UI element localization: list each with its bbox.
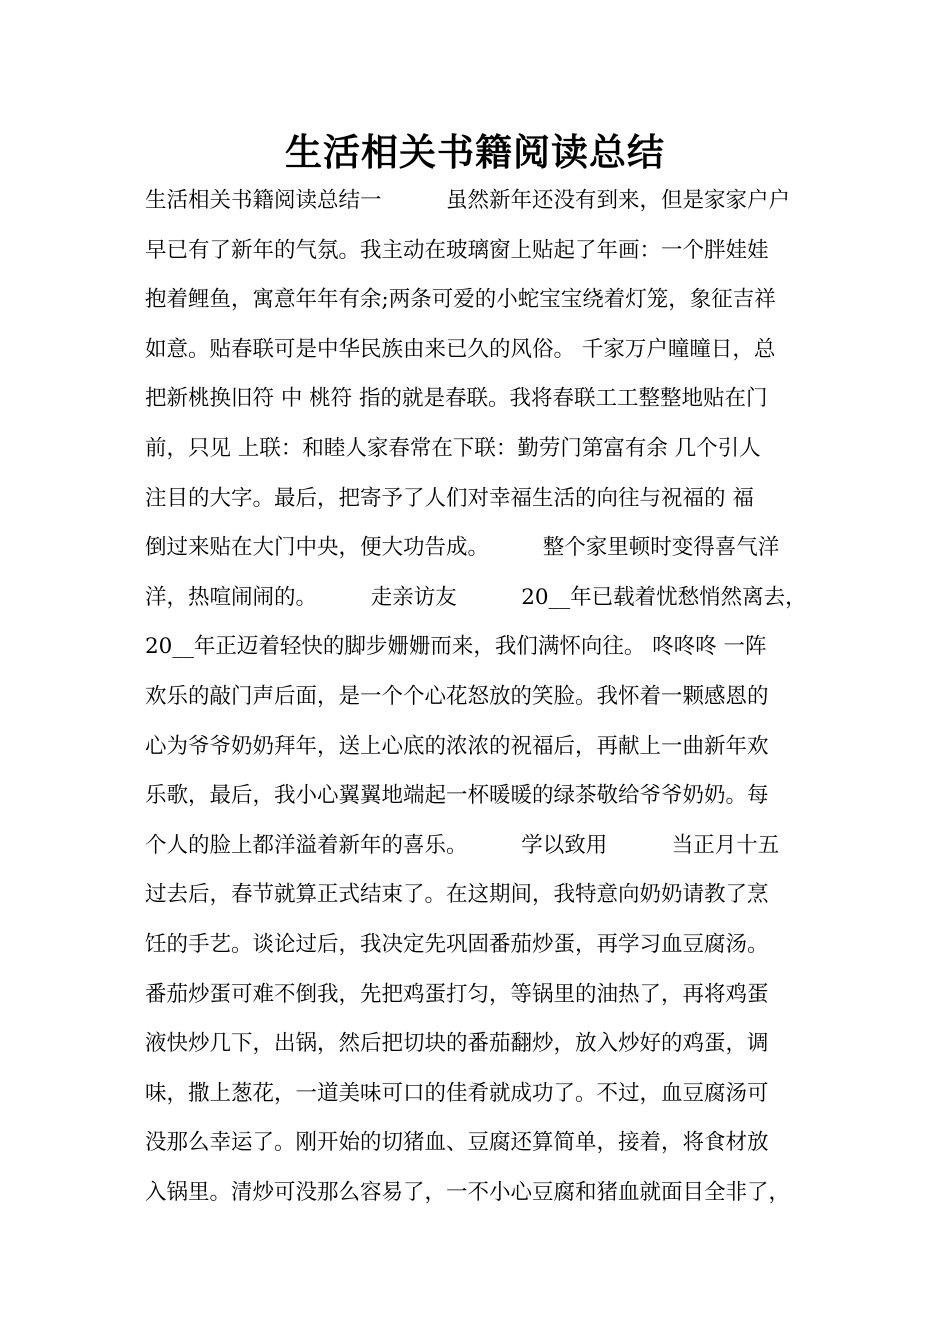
body-line: 入锅里。清炒可没那么容易了，一不小心豆腐和猪血就面目全非了， [145,1179,791,1205]
document-title: 生活相关书籍阅读总结 [285,131,665,174]
body-line: 抱着鲤鱼，寓意年年有余;两条可爱的小蛇宝宝绕着灯笼，象征吉祥 [145,287,776,313]
body-line: 饪的手艺。谈论过后，我决定先巩固番茄炒蛋，再学习血豆腐汤。 [145,931,769,957]
document-body [145,176,825,1217]
body-line: 心为爷爷奶奶拜年，送上心底的浓浓的祝福后，再献上一曲新年欢 [145,733,769,759]
body-line: 如意。贴春联可是中华民族由来已久的风俗。 千家万户曈曈日，总 [145,336,776,362]
body-line: 20__年正迈着轻快的脚步姗姗而来，我们满怀向往。 咚咚咚 一阵 [145,634,767,660]
body-line: 生活相关书籍阅读总结一 虽然新年还没有到来，但是家家户户 [145,188,791,213]
body-line: 番茄炒蛋可难不倒我，先把鸡蛋打匀，等锅里的油热了，再将鸡蛋 [145,981,769,1007]
body-line: 过去后，春节就算正式结束了。在这期间，我特意向奶奶请教了烹 [145,882,769,908]
body-line: 液快炒几下，出锅，然后把切块的番茄翻炒，放入炒好的鸡蛋，调 [145,1031,769,1057]
body-line: 味，撒上葱花，一道美味可口的佳肴就成功了。不过，血豆腐汤可 [145,1080,769,1106]
body-line: 前，只见 上联：和睦人家春常在下联：勤劳门第富有余 几个引人 [145,435,761,461]
body-line: 乐歌，最后，我小心翼翼地端起一杯暖暖的绿茶敬给爷爷奶奶。每 [145,783,769,809]
body-line: 欢乐的敲门声后面，是一个个心花怒放的笑脸。我怀着一颗感恩的 [145,683,769,709]
body-line: 倒过来贴在大门中央，便大功告成。 整个家里顿时变得喜气洋 [145,535,780,561]
body-line: 没那么幸运了。刚开始的切猪血、豆腐还算简单，接着，将食材放 [145,1130,769,1156]
body-line: 注目的大字。最后，把寄予了人们对幸福生活的向往与祝福的 福 [145,485,754,511]
body-line: 个人的脸上都洋溢着新年的喜乐。 学以致用 当正月十五 [145,832,780,858]
body-line: 把新桃换旧符 中 桃符 指的就是春联。我将春联工工整整地贴在门 [145,386,768,412]
body-line: 早已有了新年的气氛。我主动在玻璃窗上贴起了年画：一个胖娃娃 [145,237,769,263]
body-line: 洋，热喧闹闹的。 走亲访友 20__年已载着忧愁悄然离去， [145,584,807,610]
